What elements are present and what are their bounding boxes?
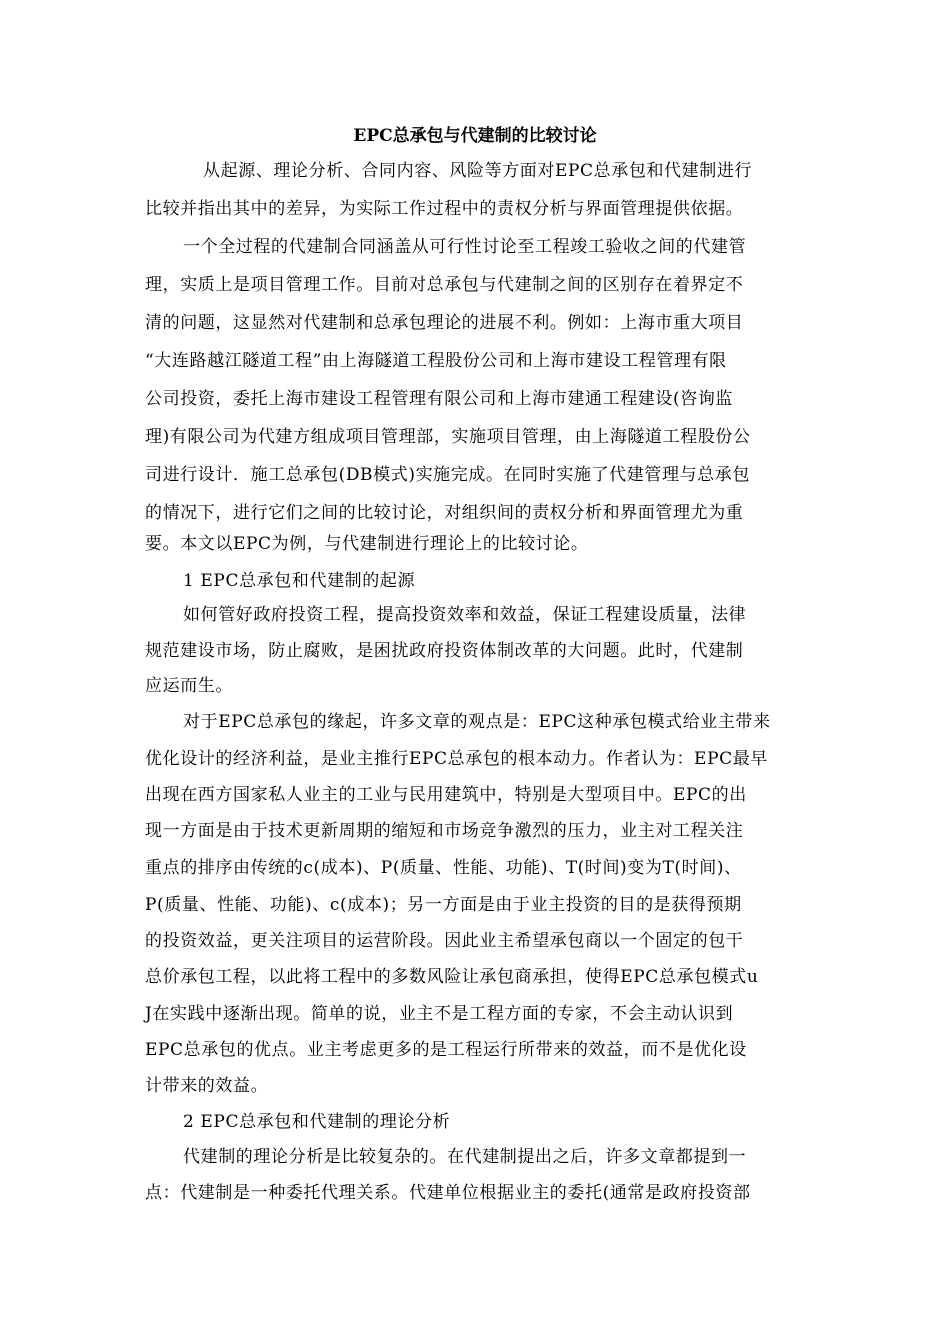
paragraph-line: 代建制的理论分析是比较复杂的。在代建制提出之后，许多文章都提到一	[183, 1147, 747, 1167]
paragraph-line: 重点的排序由传统的c(成本)、P(质量、性能、功能)、T(时间)变为T(时间)、	[145, 858, 742, 878]
paragraph-line: 司进行设计．施工总承包(DB模式)实施完成。在同时实施了代建管理与总承包	[145, 465, 750, 485]
paragraph-line: 总价承包工程，以此将工程中的多数风险让承包商承担，使得EPC总承包模式u	[145, 967, 759, 987]
paragraph-line: 现一方面是由于技术更新周期的缩短和市场竞争激烈的压力，业主对工程关注	[145, 821, 744, 841]
paragraph-line: 清的问题，这显然对代建制和总承包理论的进展不利。例如：上海市重大项目	[145, 313, 744, 333]
paragraph-line: 出现在西方国家私人业主的工业与民用建筑中，特别是大型项目中。EPC的出	[145, 785, 747, 805]
paragraph-line: 如何管好政府投资工程，提高投资效率和效益，保证工程建设质量，法律	[183, 605, 747, 625]
paragraph-line: 公司投资，委托上海市建设工程管理有限公司和上海市建通工程建设(咨询监	[145, 389, 734, 409]
paragraph-line: 要。本文以EPC为例，与代建制进行理论上的比较讨论。	[145, 534, 589, 554]
paragraph-line: 计带来的效益。	[145, 1076, 269, 1096]
paragraph-line: 理，实质上是项目管理工作。目前对总承包与代建制之间的区别存在着界定不	[145, 275, 744, 295]
paragraph-line: J在实践中逐渐出现。简单的说，业主不是工程方面的专家，不会主动认识到	[145, 1004, 734, 1024]
paragraph-line: 点：代建制是一种委托代理关系。代建单位根据业主的委托(通常是政府投资部	[145, 1183, 751, 1203]
paragraph-line: 规范建设市场，防止腐败，是困扰政府投资体制改革的大问题。此时，代建制	[145, 641, 744, 661]
paragraph-line: 一个全过程的代建制合同涵盖从可行性讨论至工程竣工验收之间的代建管	[183, 237, 747, 257]
paragraph-line: 比较并指出其中的差异，为实际工作过程中的责权分析与界面管理提供依据。	[145, 199, 744, 219]
paragraph-line: 优化设计的经济利益，是业主推行EPC总承包的根本动力。作者认为：EPC最早	[145, 749, 768, 769]
paragraph-line: 应运而生。	[145, 676, 233, 696]
paragraph-line: P(质量、性能、功能)、c(成本)；另一方面是由于业主投资的目的是获得预期	[145, 895, 742, 915]
section-heading: 1 EPC总承包和代建制的起源	[183, 571, 416, 591]
section-heading: 2 EPC总承包和代建制的理论分析	[183, 1112, 451, 1132]
paragraph-line: “大连路越江隧道工程”由上海隧道工程股份公司和上海市建设工程管理有限	[145, 351, 727, 371]
paragraph-line: 对于EPC总承包的缘起，许多文章的观点是：EPC这种承包模式给业主带来	[183, 712, 771, 732]
paragraph-line: 从起源、理论分析、合同内容、风险等方面对EPC总承包和代建制进行	[203, 161, 753, 181]
paragraph-line: 的情况下，进行它们之间的比较讨论，对组织间的责权分析和界面管理尤为重	[145, 503, 744, 523]
paragraph-line: 的投资效益，更关注项目的运营阶段。因此业主希望承包商以一个固定的包干	[145, 931, 744, 951]
paragraph-line: 理)有限公司为代建方组成项目管理部，实施项目管理，由上海隧道工程股份公	[145, 427, 751, 447]
paragraph-line: EPC总承包的优点。业主考虑更多的是工程运行所带来的效益，而不是优化设	[145, 1040, 747, 1060]
document-title: EPC总承包与代建制的比较讨论	[353, 126, 597, 146]
